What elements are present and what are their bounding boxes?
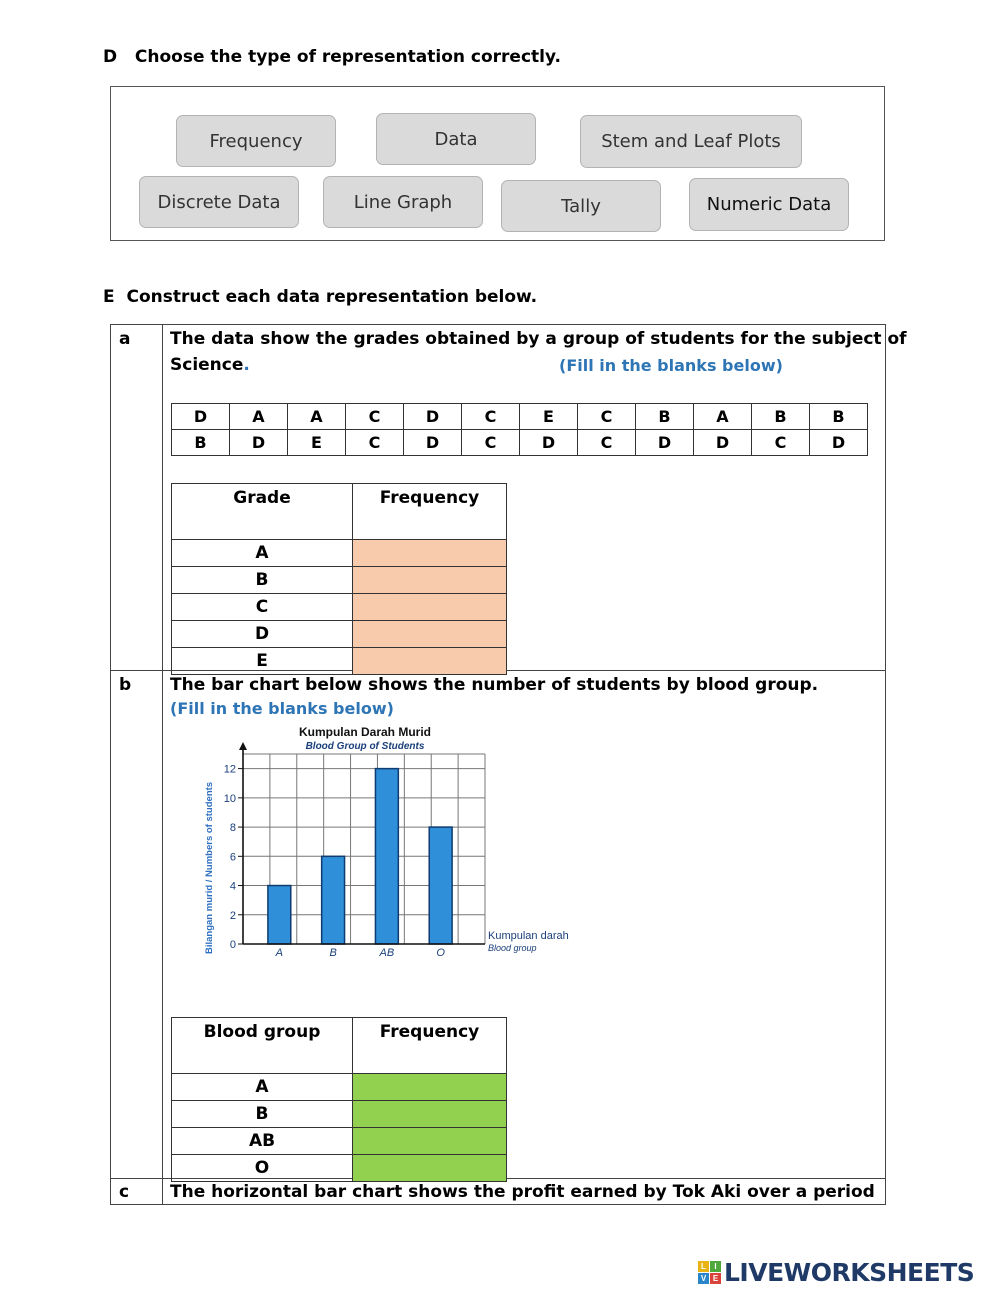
x-tick-label: A [275, 947, 284, 959]
question-a-label: a [119, 329, 131, 349]
table-row [172, 1155, 507, 1182]
table-row [172, 594, 507, 621]
section-e-heading [103, 287, 537, 307]
blood-group-column-header: Blood group [172, 1018, 353, 1074]
table-row [172, 1128, 507, 1155]
bar-o [429, 827, 452, 944]
table-row [172, 1101, 507, 1128]
grade-cell: C [578, 430, 636, 456]
table-row [172, 1074, 507, 1101]
grade-cell: C [346, 430, 404, 456]
x-axis-label: Kumpulan darah [488, 930, 569, 942]
grade-frequency-header [172, 484, 507, 540]
liveworksheets-logo [698, 1258, 993, 1286]
grade-cell: B [636, 404, 694, 430]
grade-label: A [172, 540, 353, 567]
question-a-text-line2 [170, 355, 250, 375]
bar-ab [375, 769, 398, 944]
y-tick-label: 4 [229, 880, 236, 893]
y-axis-arrow-icon [239, 742, 247, 750]
frequency-input-blood-a[interactable] [353, 1074, 507, 1101]
grade-cell: D [810, 430, 868, 456]
grade-cell: B [810, 404, 868, 430]
frequency-input-a[interactable] [353, 540, 507, 567]
grades-row-2 [172, 430, 868, 456]
grade-cell: D [636, 430, 694, 456]
question-b-text: The bar chart below shows the number of students by blood group. [170, 675, 819, 695]
option-discrete-data[interactable]: Discrete Data [139, 176, 299, 228]
grade-cell: C [462, 430, 520, 456]
grade-cell: B [172, 430, 230, 456]
blood-group-bar-chart [195, 722, 595, 962]
logo-letter: I [710, 1261, 721, 1272]
blood-group-label: B [172, 1101, 353, 1128]
grade-cell: D [404, 430, 462, 456]
blood-group-frequency-table [171, 1017, 507, 1182]
question-a-text-line1: The data show the grades obtained by a group of students for the subject of [170, 329, 907, 349]
grade-cell: D [404, 404, 462, 430]
grade-cell: A [288, 404, 346, 430]
y-tick-label: 6 [229, 851, 236, 864]
bar-a [268, 886, 291, 944]
grades-row-1 [172, 404, 868, 430]
question-a-subject: Science [170, 355, 244, 375]
grade-label: C [172, 594, 353, 621]
y-tick-label: 0 [229, 939, 236, 951]
frequency-column-header: Frequency [353, 1018, 507, 1074]
section-d-title: Choose the type of representation correctly. [134, 47, 561, 67]
question-a-hint: (Fill in the blanks below) [559, 356, 783, 375]
question-c-text: The horizontal bar chart shows the profit earned by Tok Aki over a period [170, 1182, 875, 1202]
frequency-input-blood-ab[interactable] [353, 1128, 507, 1155]
bar-b [322, 856, 345, 944]
y-tick-label: 8 [229, 822, 236, 835]
option-tally[interactable]: Tally [501, 180, 661, 232]
y-tick-label: 12 [223, 763, 236, 776]
grade-label: E [172, 648, 353, 675]
x-axis-sublabel: Blood group [488, 943, 537, 953]
grade-cell: E [288, 430, 346, 456]
grade-cell: D [520, 430, 578, 456]
y-axis-label: Bilangan murid / Numbers of students [204, 781, 215, 954]
grade-cell: C [578, 404, 636, 430]
grade-label: B [172, 567, 353, 594]
frequency-input-e[interactable] [353, 648, 507, 675]
grade-label: D [172, 621, 353, 648]
grade-cell: A [230, 404, 288, 430]
x-tick-label: AB [379, 947, 395, 959]
blood-group-label: AB [172, 1128, 353, 1155]
frequency-input-d[interactable] [353, 621, 507, 648]
option-data[interactable]: Data [376, 113, 536, 165]
frequency-input-c[interactable] [353, 594, 507, 621]
x-tick-label: O [436, 947, 445, 959]
chart-subtitle: Blood Group of Students [305, 741, 425, 752]
section-e-title: Construct each data representation below. [126, 287, 538, 307]
question-b-hint: (Fill in the blanks below) [170, 699, 394, 718]
section-e-letter: E [103, 287, 115, 307]
frequency-input-blood-b[interactable] [353, 1101, 507, 1128]
logo-letter: E [710, 1273, 721, 1284]
question-c-label: c [119, 1182, 130, 1202]
grade-column-header: Grade [172, 484, 353, 540]
grades-data-table [171, 403, 868, 456]
grade-cell: B [752, 404, 810, 430]
question-a-period: . [243, 355, 250, 375]
option-numeric-data[interactable]: Numeric Data [689, 178, 849, 231]
grade-cell: C [346, 404, 404, 430]
grade-cell: D [694, 430, 752, 456]
grade-cell: E [520, 404, 578, 430]
logo-mark-icon [698, 1261, 721, 1284]
option-frequency[interactable]: Frequency [176, 115, 336, 167]
frequency-input-b[interactable] [353, 567, 507, 594]
chart-title: Kumpulan Darah Murid [298, 725, 432, 739]
section-d-heading [103, 47, 561, 67]
logo-letter: L [698, 1261, 709, 1272]
option-line-graph[interactable]: Line Graph [323, 176, 483, 228]
grade-cell: C [752, 430, 810, 456]
blood-group-label: A [172, 1074, 353, 1101]
option-stem-and-leaf-plots[interactable]: Stem and Leaf Plots [580, 115, 802, 168]
table-row [172, 567, 507, 594]
y-tick-label: 2 [229, 909, 236, 922]
table-row [172, 540, 507, 567]
blood-frequency-header [172, 1018, 507, 1074]
x-tick-label: B [329, 947, 337, 959]
blood-group-label: O [172, 1155, 353, 1182]
y-tick-label: 10 [223, 792, 236, 805]
table-row [172, 621, 507, 648]
grade-cell: C [462, 404, 520, 430]
grade-frequency-table [171, 483, 507, 675]
brand-name: LIVEWORKSHEETS [724, 1257, 975, 1287]
section-d-letter: D [103, 47, 118, 67]
grade-cell: D [172, 404, 230, 430]
grade-cell: A [694, 404, 752, 430]
label-column-divider [162, 324, 163, 1205]
frequency-input-blood-o[interactable] [353, 1155, 507, 1182]
frequency-column-header: Frequency [353, 484, 507, 540]
logo-letter: V [698, 1273, 709, 1284]
grade-cell: D [230, 430, 288, 456]
table-row [172, 648, 507, 675]
question-b-label: b [119, 675, 132, 695]
